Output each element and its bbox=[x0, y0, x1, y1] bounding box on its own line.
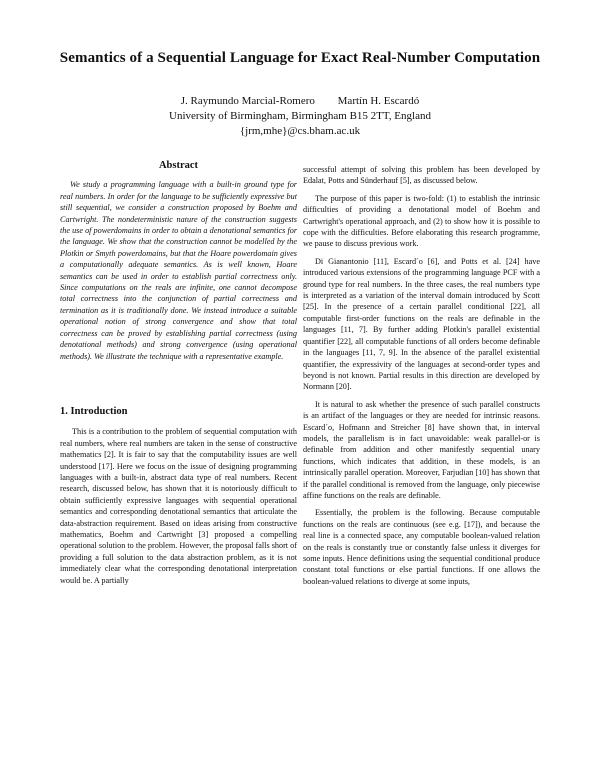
section-heading-introduction: 1. Introduction bbox=[60, 405, 128, 417]
author-names bbox=[0, 94, 600, 109]
paper-title: Semantics of a Sequential Language for Exact Real-Number Computation bbox=[59, 50, 541, 66]
intro-paragraph: This is a contribution to the problem of sequential computation with real numbers, where real numbers are taken in the sense of constructive mathematics [2]. It is fair to say that the computability issues are well understood [17]. Here we focus on the issue of designing programming languages with a built-in, abstract data type of real numbers. Recent research, discussed below, has shown that it is notoriously difficult to obtain sufficiently expressive languages with sequential operational semantics and corresponding denotational semantics that articulate the data-abstraction requirement. Based on ideas arising from constructive mathematics, Boehm and Cartwright [3] proposed a compelling operational solution to the problem. However, the proposal falls short of providing a full solution to the data abstraction problem, as it is not immediately clear what the corresponding denotational interpretation would be. A partially bbox=[60, 427, 297, 585]
author-block bbox=[0, 94, 600, 139]
author-1: J. Raymundo Marcial-Romero bbox=[180, 95, 315, 107]
paragraph: Essentially, the problem is the following. Because computable functions on the reals are continuous (see e.g. [17]), and because the real line is a connected space, any computable boolean-valued relation on the reals is constantly true or constantly false unless it diverges for some inputs. Hence definitions using the sequential conditional produce constant total functions or else partial functions. If one allows the boolean-valued relations to diverge at some inputs, bbox=[303, 508, 540, 586]
paragraph: It is natural to ask whether the presence of such parallel constructs is an artifact of the languages or they are needed for intrinsic reasons. Escard´o, Hofmann and Streicher [8] have shown that, in interval models, the parallelism is in fact unavoidable: weak parallel-or is definable from addition and other manifestly sequential unary functions, which indicates that addition, in these models, is an intrinsically parallel operation. Moreover, Farjudian [10] has shown that if the parallel conditional is removed from the language, only piecewise affine functions on the reals are definable. bbox=[303, 399, 540, 500]
paragraph: successful attempt of solving this problem has been developed by Edalat, Potts and Sünderhauf [5], as discussed below. bbox=[303, 165, 540, 186]
email: {jrm,mhe}@cs.bham.ac.uk bbox=[239, 125, 361, 137]
abstract-heading: Abstract bbox=[158, 160, 199, 171]
right-column bbox=[303, 164, 540, 593]
paragraph: The purpose of this paper is two-fold: (1) to establish the intrinsic difficulties of providing a denotational model of Boehm and Cartwright's operational approach, and (2) to show how it is possible to cope with the difficulties. Before elaborating this research programme, we pause to discuss previous work. bbox=[303, 193, 540, 249]
abstract-text: We study a programming language with a built-in ground type for real numbers. In order for the language to be sufficiently expressive but still sequential, we consider a construction proposed by Boehm and Cartwright. The nondeterministic nature of the construction suggests the use of powerdomains in order to obtain a denotational semantics for the language. We show that the construction cannot be modelled by the Plotkin or Smyth powerdomains, but that the Hoare powerdomain gives a computationally adequate semantics. As is well known, Hoare semantics can be used in order to establish partial correctness only. Since computations on the reals are infinite, one cannot decompose total correctness into the conjunction of partial correctness and termination as it is traditionally done. We instead introduce a suitable operational notion of strong convergence and show that total correctness can be proved by establishing partial correctness (using denotational methods) and strong convergence (using operational methods). We illustrate the technique with a representative example. bbox=[60, 180, 297, 361]
paragraph: Di Gianantonio [11], Escard´o [6], and Potts et al. [24] have introduced various extensions of the programming language PCF with a ground type for real numbers. In the three cases, the real numbers type is interpreted as a variation of the interval domain introduced by Scott [25]. In the presence of a certain parallel conditional [22], all computable first-order functions on the reals are definable in the languages [11, 7]. By further adding Plotkin's parallel existential quantifier [22], all computable functions of all orders become definable in the languages [11, 7, 9]. In the absence of the parallel existential quantifier, the expressivity of the languages at second-order types and beyond is not known. Partial results in this direction are developed by Normann [20]. bbox=[303, 256, 540, 392]
left-column bbox=[60, 160, 297, 592]
affiliation: University of Birmingham, Birmingham B15 2TT, England bbox=[169, 110, 431, 122]
author-2: Martín H. Escardó bbox=[337, 95, 420, 107]
